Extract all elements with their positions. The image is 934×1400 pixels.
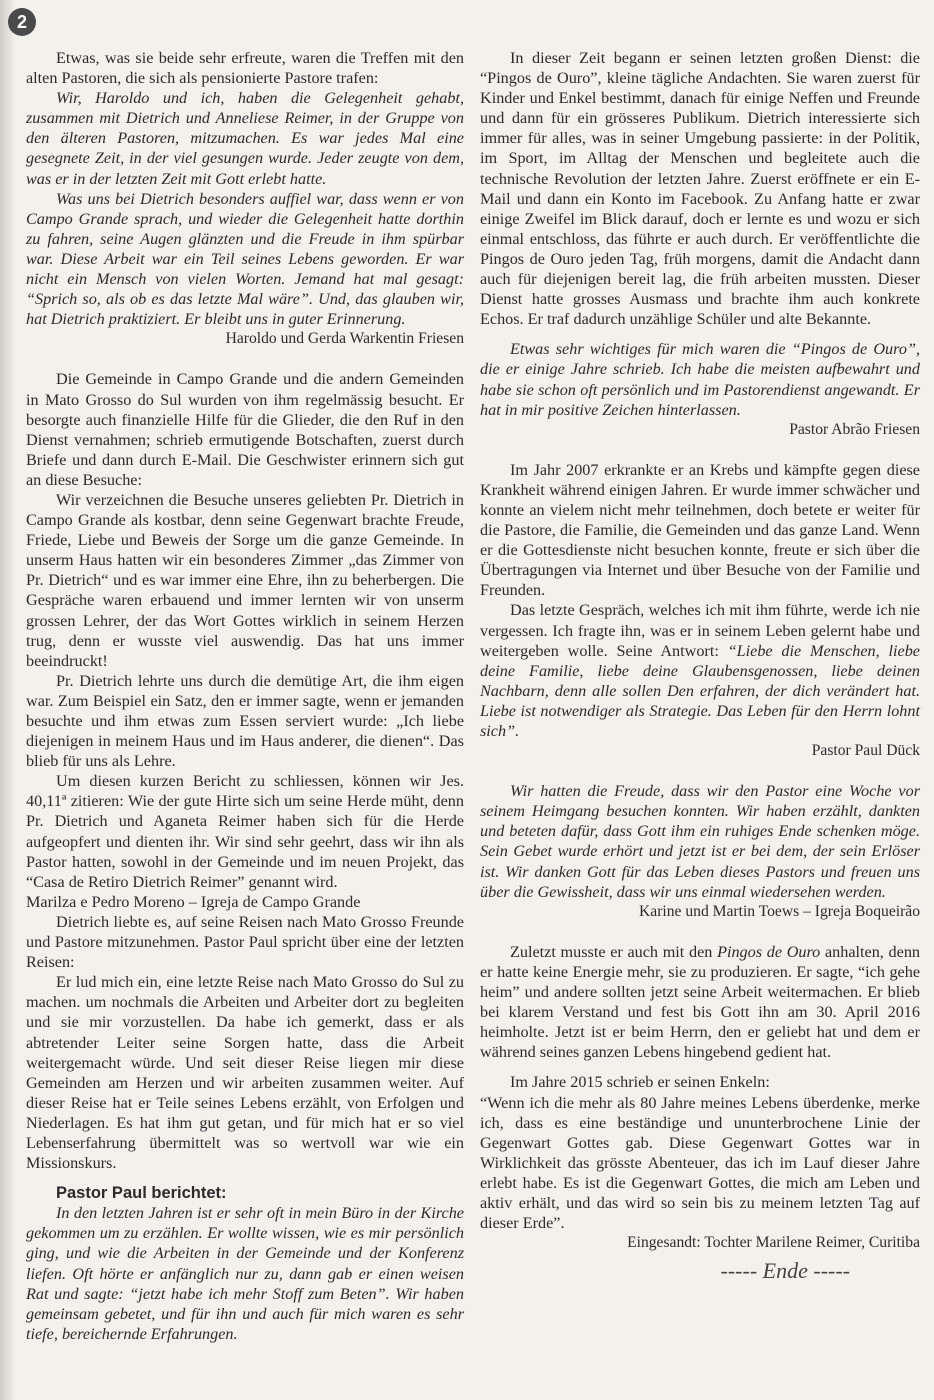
emphasis-text: Pingos de Ouro — [717, 942, 821, 961]
quote-text: “Liebe die Menschen, liebe deine Familie, liebe deine Glaubensgenossen, liebe deinen Nachbarn, denn alle sollen Den erfahren, der dich verändert hat. Liebe ist notwendiger als Strategie. Das Leben für den Herrn lohnt sich”. — [480, 641, 920, 740]
paragraph: Um diesen kurzen Bericht zu schliessen, können wir Jes. 40,11ª zitieren: Wie der gute Hirte sich um seine Herde müht, denn Pr. Dietrich und Aganeta Reimer haben sich für die Herde aufgeopfert und dienten ihr. Wir sind sehr geehrt, dass wir ihn als Pastor hatten, sowohl in der Gemeinde und im neuen Projekt, das “Casa de Retiro Dietrich Reimer” genannt wird. — [26, 772, 464, 891]
signature: Haroldo und Gerda Warkentin Friesen — [225, 330, 464, 348]
page-number-badge: 2 — [8, 8, 36, 36]
signature: Karine und Martin Toews – Igreja Boqueirão — [639, 902, 920, 920]
paragraph: Pr. Dietrich lehrte uns durch die demütige Art, die ihm eigen war. Zum Beispiel ein Satz, den er immer sagte, wenn er jemanden besuchte und ihm etwas zum Essen serviert wurde: „Ich liebe diejenigen in meinem Haus und im Haus anderer, die dienen“. Das blieb für uns als Lehre. — [26, 671, 464, 771]
quote-paragraph: In den letzten Jahren ist er sehr oft in mein Büro in der Kirche gekommen um zu erzählen. Er wollte wissen, wie es mir persönlich ging, und wie die Arbeiten in der Gemeinde und der Konferenz liefen. Oft hörte er anfänglich nur zu, dann gab er einen weisen Rat und sagte: “jetzt habe ich mehr Stoff zum Beten”. Wir haben gemeinsam gebetet, und für ihn und auch für mich waren es sehr tiefe, bereichernde Erfahrungen. — [26, 1204, 464, 1343]
paragraph-text: Zuletzt musste er auch mit den — [510, 942, 718, 961]
section-heading: Pastor Paul berichtet: — [56, 1184, 227, 1203]
quote-paragraph: Wir, Haroldo und ich, haben die Gelegenheit gehabt, zusammen mit Dietrich und Anneliese Reimer, in der Gruppe von den älteren Pastoren, mitzumachen. Es war jedes Mal eine gesegnete Zeit, in der viel gesungen wurde. Jeder zeugte von dem, was er in der letzten Zeit mit Gott erlebt hatte. — [26, 89, 464, 188]
quote-paragraph: “Wenn ich die mehr als 80 Jahre meines Lebens überdenke, merke ich, dass es eine beständige und ununterbrochene Linie der Gegenwart Gottes gab. Diese Gegenwart Gottes war in Wirklichkeit das grösste Abenteuer, das ich im Lauf dieser Jahre erlebt habe. Es ist die Gegenwart Gottes, die mich am Leben und aktiv erhält, und das wird so sein bis zu meinem letzten Tag auf dieser Erde”. — [480, 1093, 920, 1233]
signature: Pastor Paul Dück — [811, 742, 920, 760]
paragraph: Dietrich liebte es, auf seine Reisen nach Mato Grosso Freunde und Pastore mitzunehmen. Pastor Paul spricht über eine der letzten Reisen: — [26, 912, 464, 972]
right-column — [480, 48, 921, 1284]
end-mark: ----- Ende ----- — [720, 1258, 850, 1284]
paragraph: Im Jahr 2007 erkrankte er an Krebs und kämpfte gegen diese Krankheit während einigen Jahren. Er wurde immer schwächer und konnte an vielem nicht mehr teilnehmen, doch betete er weiter für die Pastore, die Familie, die Gemeinden und das ganze Land. Wenn er die Gottesdienste nicht besuchen konnte, freute er sich über die Übertragungen via Internet und über Besuche von der Familie und Freunden. — [480, 460, 920, 600]
quote-paragraph: Etwas sehr wichtiges für mich waren die “Pingos de Ouro”, die er einige Jahre schrieb. Ich habe die meisten aufbewahrt und habe sie schon oft persönlich und im Pastorendienst angewandt. Er hat in mir positive Zeichen hinterlassen. — [480, 340, 920, 419]
paragraph: Die Gemeinde in Campo Grande und die andern Gemeinden in Mato Grosso do Sul wurden von ihm regelmässig besucht. Er besorgte auch finanzielle Hilfe für die Glieder, die den Ruf in den Dienst vernahmen; schrieb ermutigende Botschaften, zuerst durch Briefe und dann durch E-Mail. Die Geschwister erinnern sich gut an diese Besuche: — [26, 370, 464, 489]
paragraph: Wir verzeichnen die Besuche unseres geliebten Pr. Dietrich in Campo Grande als kostbar, denn seine Gegenwart brachte Freude, Friede, Liebe und Beweis der Sorge um die ganze Gemeinde. In unserm Haus hatten wir ein besonderes Zimmer „das Zimmer von Pr. Dietrich“ und es war immer eine Ehre, ihn zu beherbergen. Die Gespräche waren erbauend und immer lernten wir von unserm grossen Lehrer, der das Wort Gottes wirklich in seinem Herzen trug, denn er wusste viel auswendig. Das hat uns immer beeindruckt! — [26, 490, 464, 670]
paragraph — [480, 942, 920, 1063]
paragraph: Etwas, was sie beide sehr erfreute, waren die Treffen mit den alten Pastoren, die sich als pensionierte Pastore trafen: — [26, 49, 464, 88]
paragraph: In dieser Zeit begann er seinen letzten großen Dienst: die “Pingos de Ouro”, kleine tägliche Andachten. Sie waren zuerst für Kinder und Enkel bestimmt, danach für einige Neffen und Freunde und dann für ein grösseres Publikum. Dietrich interessierte sich immer für alles, was in seiner Umgebung passierte: in der Politik, im Sport, im Alltag der Menschen und begleitete auch die technische Revolution der letzten Jahre. Zuerst eröffnete er ein E-Mail und dann ein Konto im Facebook. Zu Anfang hatte er zwar einige Zweifel im Blick darauf, doch er lernte es und wozu er sich einmal entschloss, das führte er auch durch. Er veröffentlichte die Pingos de Ouro jeden Tag, früh morgens, damit die Andacht dann auch für diejenigen bereit lag, die früh arbeiten mussten. Dieser Dienst hatte grosses Ausmass und brachte ihm auch konkrete Echos. Er traf dadurch unzählige Schüler und alte Bekannte. — [480, 49, 920, 329]
page-edge-shadow — [0, 0, 16, 1400]
signature: Eingesandt: Tochter Marilene Reimer, Curitiba — [627, 1234, 920, 1252]
signature: Marilza e Pedro Moreno – Igreja de Campo Grande — [26, 892, 361, 911]
quote-paragraph: Wir hatten die Freude, dass wir den Pastor eine Woche vor seinem Heimgang besuchen konnten. Wir haben erzählt, dankten und beteten dafür, dass Gott ihm ein ruhiges Ende schenken möge. Sein Gebet wurde erhört und jetzt ist er bei dem, der sein Erlöser ist. Wir danken Gott für das Leben dieses Pastors und freuen uns über die Gewissheit, dass wir uns einmal wiedersehen werden. — [480, 782, 920, 901]
quote-paragraph: Was uns bei Dietrich besonders auffiel war, dass wenn er von Campo Grande sprach, und wieder die Gelegenheit hatte dorthin zu fahren, seine Augen glänzten und die Freude in ihm spürbar war. Diese Arbeit war ein Teil seines Lebens geworden. Er war nicht ein Mensch von vielen Worten. Jemand hat mal gesagt: “Sprich so, als ob es das letzte Mal wäre”. Und, das glauben wir, hat Dietrich praktiziert. Er bleibt uns in guter Erinnerung. — [26, 189, 464, 329]
left-column — [26, 48, 464, 1344]
paragraph-text: anhalten, denn er hatte keine Energie mehr, sie zu produzieren. Er sagte, “ich gehe heim” und andere sollten jetzt seine Arbeit weitermachen. Er blieb bei klarem Verstand und fest bis Gott ihn am 30. April 2016 heimholte. Jetzt ist er beim Herrn, den er geliebt hat und dem er während seines ganzen Lebens hingebend gedient hat. — [480, 942, 921, 1062]
paragraph: Im Jahre 2015 schrieb er seinen Enkeln: — [510, 1073, 770, 1092]
signature: Pastor Abrão Friesen — [789, 420, 920, 438]
paragraph: Er lud mich ein, eine letzte Reise nach Mato Grosso do Sul zu machen. um nochmals die Arbeiten und Arbeiter dort zu begleiten und sie mir vorzustellen. Da habe ich gemerkt, dass er als abtretender Leiter seine Sorgen hatte, dass die Arbeit weitergemacht würde. Und seit dieser Reise liegen mir diese Gemeinden am Herzen und wir arbeiten zusammen weiter. Auf dieser Reise hat er Teile seines Lebens erzählt, von Erfolgen und Niederlagen. Es hat ihm gut getan, und für mich hat er so viel Lebenserfahrung übermittelt was so wertvoll war wie ein Missionskurs. — [26, 973, 464, 1173]
paragraph-text: Das letzte Gespräch, welches ich mit ihm führte, werde ich nie vergessen. Ich fragte ihn, was er in seinem Leben gelernt habe und weitergeben wolle. Seine Antwort: — [480, 601, 920, 660]
paragraph — [480, 600, 920, 741]
